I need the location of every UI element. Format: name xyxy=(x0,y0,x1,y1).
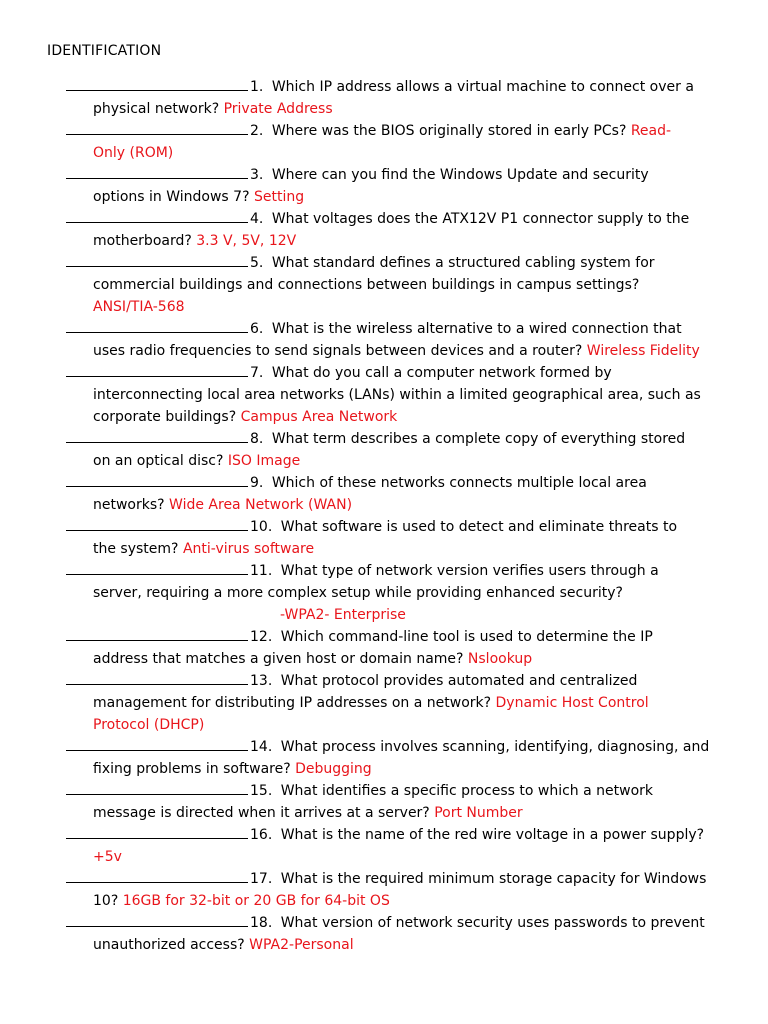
answer-text: Wide Area Network (WAN) xyxy=(169,497,353,513)
question-number: 16. xyxy=(250,827,273,843)
answer-blank[interactable] xyxy=(66,76,248,91)
answer-blank[interactable] xyxy=(66,736,248,751)
answer-text: Anti-virus software xyxy=(182,541,315,557)
question-number: 9. xyxy=(250,475,264,491)
answer-blank[interactable] xyxy=(66,868,248,883)
question-item xyxy=(0,912,768,956)
question-text-cont: corporate buildings? xyxy=(93,409,237,425)
answer-blank[interactable] xyxy=(66,428,248,443)
question-text: Which command-line tool is used to determine the IP xyxy=(280,629,653,645)
question-text-cont: 10? xyxy=(93,893,119,909)
question-text: What protocol provides automated and centralized xyxy=(280,673,638,689)
answer-blank[interactable] xyxy=(66,318,248,333)
question-text: Where can you find the Windows Update and security xyxy=(271,167,649,183)
answer-blank[interactable] xyxy=(66,670,248,685)
question-text-cont: commercial buildings and connections between buildings in campus settings? xyxy=(93,277,640,293)
question-text: Where was the BIOS originally stored in early PCs? xyxy=(271,123,627,139)
answer-blank[interactable] xyxy=(66,516,248,531)
answer-text: Private Address xyxy=(223,101,333,117)
answer-blank[interactable] xyxy=(66,912,248,927)
question-number: 14. xyxy=(250,739,273,755)
question-text-cont: the system? xyxy=(93,541,179,557)
question-number: 6. xyxy=(250,321,264,337)
question-text-cont: unauthorized access? xyxy=(93,937,245,953)
question-text: What is the required minimum storage capacity for Windows xyxy=(280,871,707,887)
question-number: 17. xyxy=(250,871,273,887)
answer-text-cont: Only (ROM) xyxy=(93,145,174,161)
answer-text: Port Number xyxy=(434,805,523,821)
question-item xyxy=(0,252,768,318)
question-number: 4. xyxy=(250,211,264,227)
question-text-cont: management for distributing IP addresses on a network? xyxy=(93,695,492,711)
question-text-cont: on an optical disc? xyxy=(93,453,224,469)
question-text: Which of these networks connects multiple local area xyxy=(271,475,647,491)
question-text-cont: address that matches a given host or domain name? xyxy=(93,651,464,667)
answer-text: WPA2-Personal xyxy=(249,937,354,953)
question-text-cont: fixing problems in software? xyxy=(93,761,291,777)
question-text-cont: networks? xyxy=(93,497,165,513)
question-text: What term describes a complete copy of everything stored xyxy=(271,431,686,447)
question-item xyxy=(0,362,768,428)
question-item xyxy=(0,736,768,780)
question-number: 2. xyxy=(250,123,264,139)
question-text: What standard defines a structured cabling system for xyxy=(271,255,655,271)
answer-blank[interactable] xyxy=(66,472,248,487)
question-item xyxy=(0,824,768,868)
answer-text: 3.3 V, 5V, 12V xyxy=(196,233,297,249)
answer-blank[interactable] xyxy=(66,120,248,135)
answer-blank[interactable] xyxy=(66,560,248,575)
question-number: 5. xyxy=(250,255,264,271)
question-text: What voltages does the ATX12V P1 connector supply to the xyxy=(271,211,690,227)
question-item xyxy=(0,626,768,670)
question-item xyxy=(0,208,768,252)
question-text: What version of network security uses passwords to prevent xyxy=(280,915,705,931)
section-title: IDENTIFICATION xyxy=(47,43,162,59)
answer-blank[interactable] xyxy=(66,626,248,641)
answer-text: ISO Image xyxy=(227,453,301,469)
question-number: 15. xyxy=(250,783,273,799)
answer-text: Campus Area Network xyxy=(240,409,398,425)
question-item xyxy=(0,780,768,824)
question-text: What type of network version verifies users through a xyxy=(280,563,659,579)
question-text-cont: motherboard? xyxy=(93,233,192,249)
question-item xyxy=(0,516,768,560)
answer-blank[interactable] xyxy=(66,208,248,223)
question-item xyxy=(0,472,768,516)
answer-text: Debugging xyxy=(295,761,372,777)
question-item xyxy=(0,120,768,164)
answer-text: 16GB for 32-bit or 20 GB for 64-bit OS xyxy=(122,893,390,909)
question-item xyxy=(0,670,768,736)
question-text: What do you call a computer network formed by xyxy=(271,365,612,381)
question-number: 11. xyxy=(250,563,273,579)
question-text-cont: interconnecting local area networks (LANs) within a limited geographical area, such as xyxy=(93,387,701,403)
question-item xyxy=(0,164,768,208)
question-number: 18. xyxy=(250,915,273,931)
answer-text: +5v xyxy=(93,849,122,865)
answer-blank[interactable] xyxy=(66,252,248,267)
answer-blank[interactable] xyxy=(66,824,248,839)
question-text: What is the wireless alternative to a wired connection that xyxy=(271,321,682,337)
answer-text: Wireless Fidelity xyxy=(586,343,700,359)
answer-blank[interactable] xyxy=(66,362,248,377)
answer-text: Nslookup xyxy=(467,651,533,667)
question-text-cont: uses radio frequencies to send signals between devices and a router? xyxy=(93,343,583,359)
answer-text-cont: Protocol (DHCP) xyxy=(93,717,205,733)
question-text: What is the name of the red wire voltage in a power supply? xyxy=(280,827,705,843)
question-number: 7. xyxy=(250,365,264,381)
question-item xyxy=(0,868,768,912)
question-number: 8. xyxy=(250,431,264,447)
question-list xyxy=(0,76,768,956)
answer-blank[interactable] xyxy=(66,164,248,179)
question-item xyxy=(0,76,768,120)
question-number: 1. xyxy=(250,79,264,95)
question-text: Which IP address allows a virtual machine to connect over a xyxy=(271,79,694,95)
question-number: 10. xyxy=(250,519,273,535)
question-item xyxy=(0,428,768,472)
question-number: 12. xyxy=(250,629,273,645)
question-text-cont: options in Windows 7? xyxy=(93,189,250,205)
answer-blank[interactable] xyxy=(66,780,248,795)
question-text: What identifies a specific process to which a network xyxy=(280,783,654,799)
answer-text: Read- xyxy=(630,123,672,139)
question-text: What process involves scanning, identifying, diagnosing, and xyxy=(280,739,710,755)
question-item xyxy=(0,318,768,362)
question-item xyxy=(0,560,768,626)
answer-text: Setting xyxy=(253,189,305,205)
question-text: What software is used to detect and eliminate threats to xyxy=(280,519,678,535)
answer-text: ANSI/TIA-568 xyxy=(93,299,185,315)
question-text-cont: physical network? xyxy=(93,101,220,117)
question-number: 3. xyxy=(250,167,264,183)
question-text-cont: server, requiring a more complex setup while providing enhanced security? xyxy=(93,585,623,601)
answer-text: Dynamic Host Control xyxy=(495,695,649,711)
answer-text: -WPA2- Enterprise xyxy=(280,607,406,623)
question-number: 13. xyxy=(250,673,273,689)
question-text-cont: message is directed when it arrives at a server? xyxy=(93,805,430,821)
